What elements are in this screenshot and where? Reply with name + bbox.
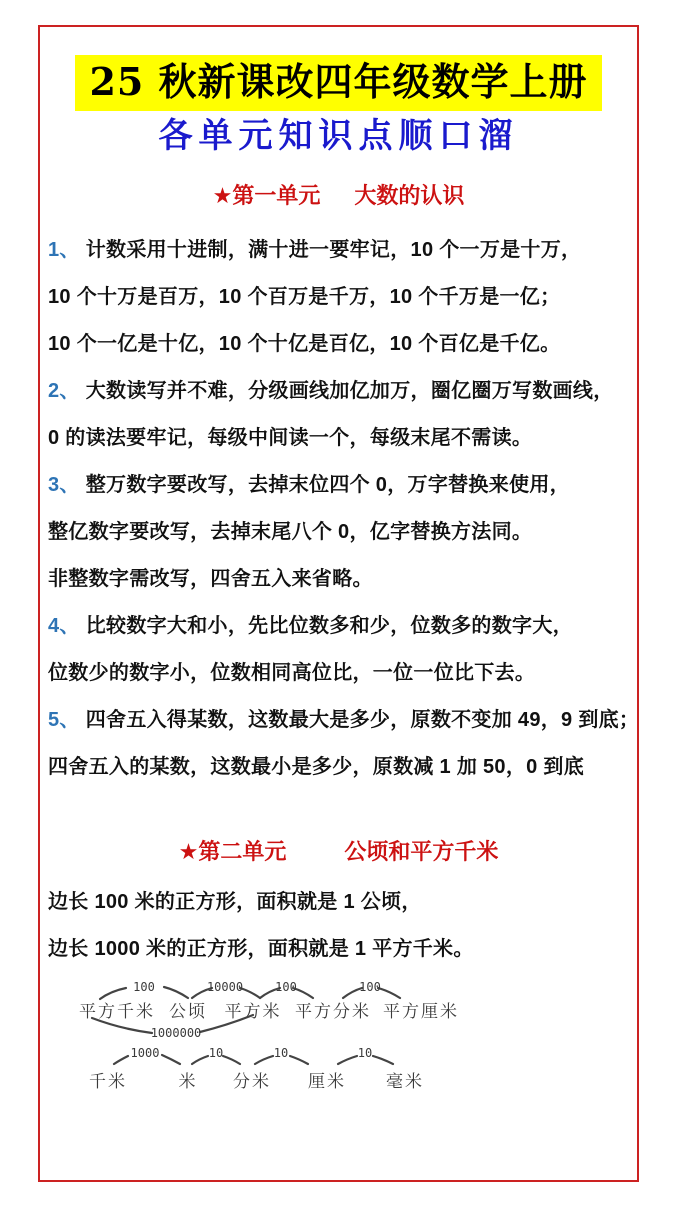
- line-text: 10 个十万是百万，10 个百万是千万，10 个千万是一亿；: [48, 286, 561, 308]
- unit-label: 分米: [233, 1072, 271, 1091]
- line-text: 10 个一亿是十亿，10 个十亿是百亿，10 个百亿是千亿。: [48, 333, 561, 355]
- section1-header: [40, 181, 637, 211]
- title-highlight: [75, 55, 601, 111]
- factor-label: 10000: [206, 980, 244, 994]
- factor-label: 100: [133, 980, 155, 994]
- factor-label: 1000: [130, 1046, 160, 1060]
- text-line: [48, 321, 633, 368]
- text-line: [48, 274, 633, 321]
- line-text: 整万数字要改写，去掉末位四个 0，万字替换来使用，: [85, 474, 570, 496]
- unit-conversion-diagram: [48, 975, 518, 1097]
- text-line: [48, 650, 633, 697]
- factor-label: 10: [273, 1046, 289, 1060]
- text-line: [48, 603, 633, 650]
- section2-header-topic: 公顷和平方千米: [344, 839, 499, 864]
- page-title: 25 秋新课改四年级数学上册: [89, 59, 588, 104]
- unit-label: 平方千米: [79, 1002, 155, 1021]
- unit-label: 千米: [89, 1072, 127, 1091]
- text-line: [48, 879, 637, 926]
- line-text: 大数读写并不难，分级画线加亿加万，圈亿圈万写数画线，: [85, 380, 614, 402]
- text-line: [48, 415, 633, 462]
- section2-header: [40, 837, 637, 867]
- section1-header-topic: 大数的认识: [354, 183, 465, 208]
- text-line: [48, 462, 633, 509]
- line-text: 位数少的数字小，位数相同高位比，一位一位比下去。: [48, 662, 536, 684]
- factor-label: 1000000: [150, 1026, 202, 1040]
- unit-label: 平方米: [224, 1002, 282, 1021]
- line-text: 计数采用十进制，满十进一要牢记，10 个一万是十万，: [85, 239, 582, 261]
- section1-header-star: ★第一单元: [212, 183, 321, 208]
- item-number: 5、: [48, 709, 80, 731]
- line-text: 边长 100 米的正方形，面积就是 1 公顷，: [48, 891, 422, 913]
- factor-label: 10: [357, 1046, 373, 1060]
- text-line: [48, 744, 633, 791]
- unit-label: 平方厘米: [383, 1002, 459, 1021]
- line-text: 边长 1000 米的正方形，面积就是 1 平方千米。: [48, 938, 474, 960]
- factor-label: 100: [359, 980, 381, 994]
- unit-label: 米: [178, 1072, 198, 1091]
- item-number: 2、: [48, 380, 80, 402]
- section2-body: [40, 879, 637, 973]
- item-number: 4、: [48, 615, 80, 637]
- section1-body: [40, 227, 640, 791]
- text-line: [48, 509, 633, 556]
- factor-label: 100: [275, 980, 297, 994]
- line-text: 比较数字大和小，先比位数多和少，位数多的数字大，: [85, 615, 573, 637]
- unit-label: 厘米: [308, 1072, 346, 1091]
- line-text: 0 的读法要牢记，每级中间读一个，每级末尾不需读。: [48, 427, 533, 449]
- item-number: 1、: [48, 239, 80, 261]
- text-line: [48, 697, 640, 744]
- page-subtitle: 各单元知识点顺口溜: [158, 116, 519, 156]
- unit-label: 平方分米: [295, 1002, 371, 1021]
- section2-header-star: ★第二单元: [178, 839, 287, 864]
- page-border: [38, 25, 639, 1182]
- factor-label: 10: [208, 1046, 224, 1060]
- line-text: 非整数字需改写，四舍五入来省略。: [48, 568, 373, 590]
- text-line: [48, 227, 633, 274]
- text-line: [48, 556, 633, 603]
- line-text: 四舍五入的某数，这数最小是多少，原数减 1 加 50，0 到底: [48, 756, 585, 778]
- unit-label: 公顷: [169, 1002, 207, 1021]
- line-text: 整亿数字要改写，去掉末尾八个 0，亿字替换方法同。: [48, 521, 533, 543]
- text-line: [48, 926, 637, 973]
- line-text: 四舍五入得某数，这数最大是多少，原数不变加 49，9 到底；: [85, 709, 640, 731]
- unit-label: 毫米: [386, 1072, 424, 1091]
- text-line: [48, 368, 633, 415]
- title-row: [40, 55, 637, 111]
- item-number: 3、: [48, 474, 80, 496]
